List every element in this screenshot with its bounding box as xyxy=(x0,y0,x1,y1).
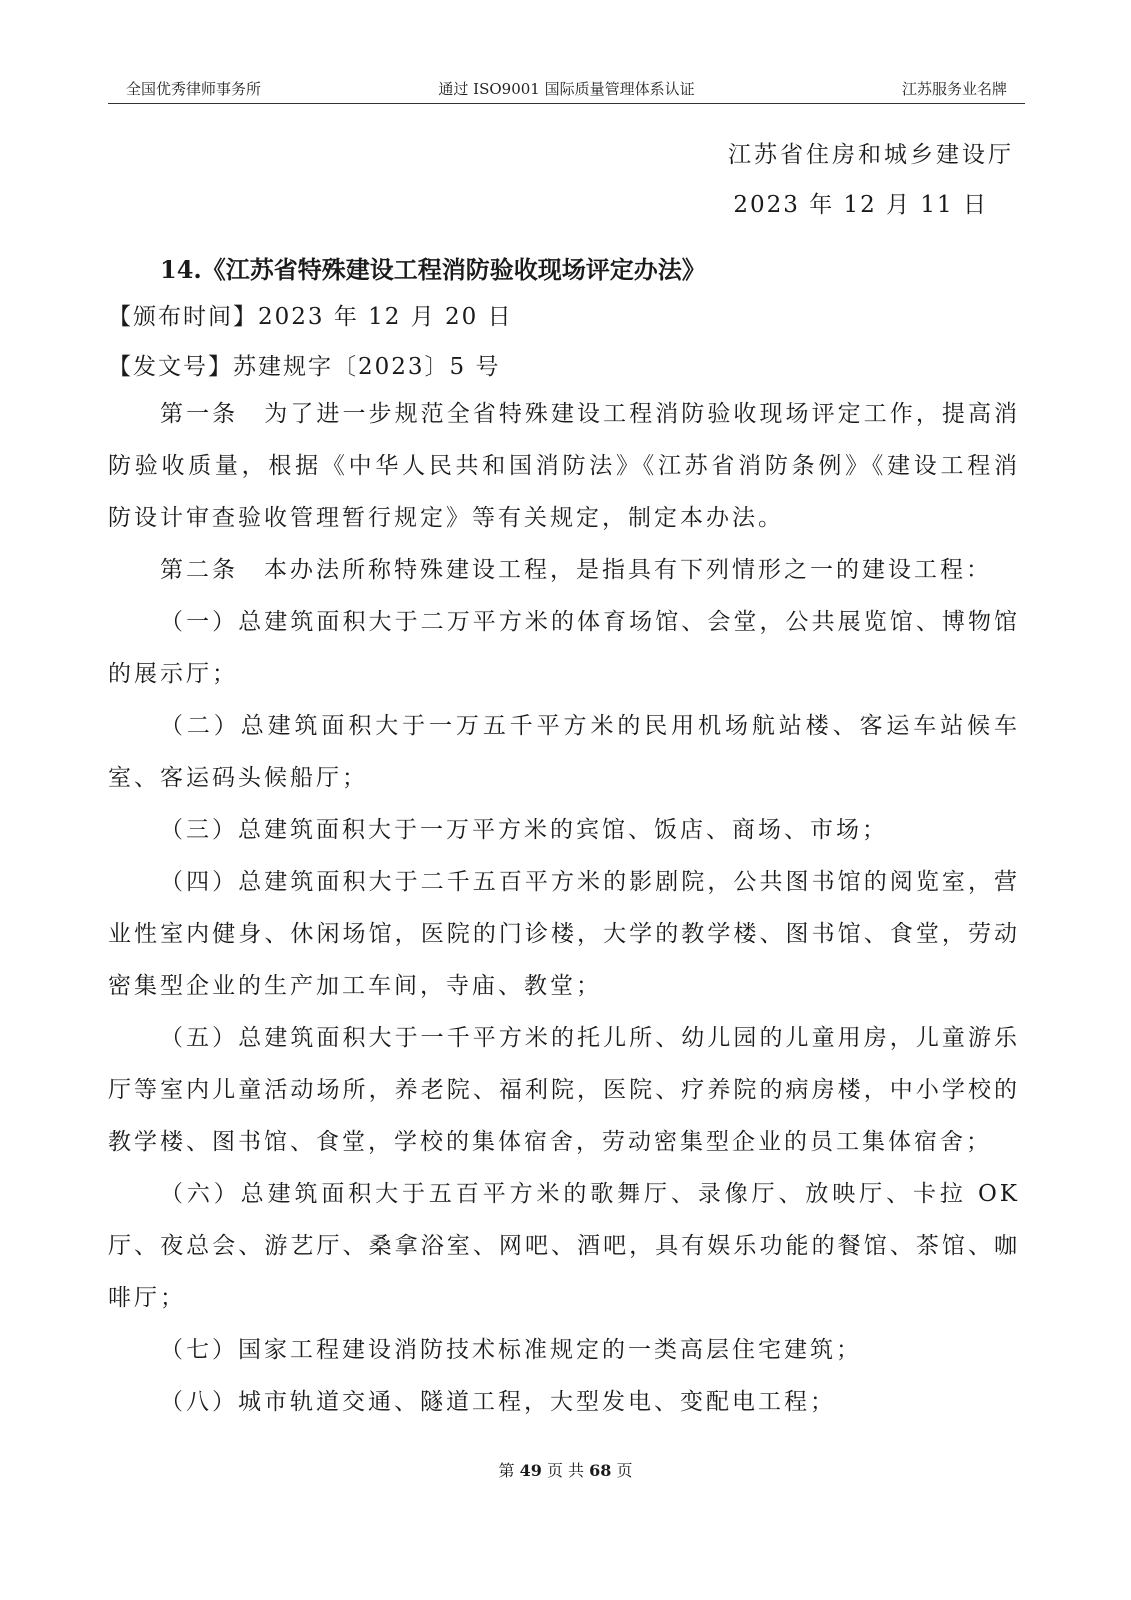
paragraph-article-1: 第一条 为了进一步规范全省特殊建设工程消防验收现场评定工作，提高消防验收质量，根据《中华人民共和国消防法》《江苏省消防条例》《建设工程消防设计审查验收管理暂行规定》等有关规定，制定本办法。 xyxy=(108,401,1020,531)
total-page-count: 68 xyxy=(589,1461,612,1480)
current-page-number: 49 xyxy=(519,1461,542,1480)
document-body xyxy=(108,388,1020,1428)
paragraph-article-2: 第二条 本办法所称特殊建设工程，是指具有下列情形之一的建设工程： xyxy=(160,557,992,583)
list-item-8: （八）城市轨道交通、隧道工程，大型发电、变配电工程； xyxy=(160,1389,836,1415)
publish-time-value: 2023 年 12 月 20 日 xyxy=(258,304,513,330)
document-number-line xyxy=(108,348,500,381)
page-footer xyxy=(0,1458,1131,1481)
list-item-7: （七）国家工程建设消防技术标准规定的一类高层住宅建筑； xyxy=(160,1337,862,1363)
publish-time-line xyxy=(108,298,513,331)
list-item-3: （三）总建筑面积大于一万平方米的宾馆、饭店、商场、市场； xyxy=(160,817,888,843)
header-left-text: 全国优秀律师事务所 xyxy=(126,80,262,98)
page-header xyxy=(108,78,1025,104)
document-number-value: 苏建规字〔2023〕5 号 xyxy=(233,354,501,380)
document-title: 14.《江苏省特殊建设工程消防验收现场评定办法》 xyxy=(160,255,706,284)
footer-prefix: 第 xyxy=(498,1461,515,1480)
list-item-5: （五）总建筑面积大于一千平方米的托儿所、幼儿园的儿童用房，儿童游乐厅等室内儿童活动场所，养老院、福利院，医院、疗养院的病房楼，中小学校的教学楼、图书馆、食堂，学校的集体宿舍，劳动密集型企业的员工集体宿舍； xyxy=(108,1025,1020,1155)
signature-issuer: 江苏省住房和城乡建设厅 xyxy=(728,142,1014,168)
footer-middle: 页 共 xyxy=(546,1461,585,1480)
header-divider xyxy=(108,103,1025,104)
list-item-6: （六）总建筑面积大于五百平方米的歌舞厅、录像厅、放映厅、卡拉 OK 厅、夜总会、游艺厅、桑拿浴室、网吧、酒吧，具有娱乐功能的餐馆、茶馆、咖啡厅； xyxy=(108,1181,1020,1311)
signature-date: 2023 年 12 月 11 日 xyxy=(733,192,988,218)
footer-suffix: 页 xyxy=(616,1461,633,1480)
header-center-text: 通过 ISO9001 国际质量管理体系认证 xyxy=(438,80,695,98)
list-item-1: （一）总建筑面积大于二万平方米的体育场馆、会堂，公共展览馆、博物馆的展示厅； xyxy=(108,609,1020,687)
document-number-label: 【发文号】 xyxy=(108,354,233,380)
list-item-2: （二）总建筑面积大于一万五千平方米的民用机场航站楼、客运车站候车室、客运码头候船厅； xyxy=(108,713,1020,791)
publish-time-label: 【颁布时间】 xyxy=(108,304,258,330)
header-right-text: 江苏服务业名牌 xyxy=(901,80,1007,98)
list-item-4: （四）总建筑面积大于二千五百平方米的影剧院，公共图书馆的阅览室，营业性室内健身、休闲场馆，医院的门诊楼，大学的教学楼、图书馆、食堂，劳动密集型企业的生产加工车间，寺庙、教堂； xyxy=(108,869,1020,999)
